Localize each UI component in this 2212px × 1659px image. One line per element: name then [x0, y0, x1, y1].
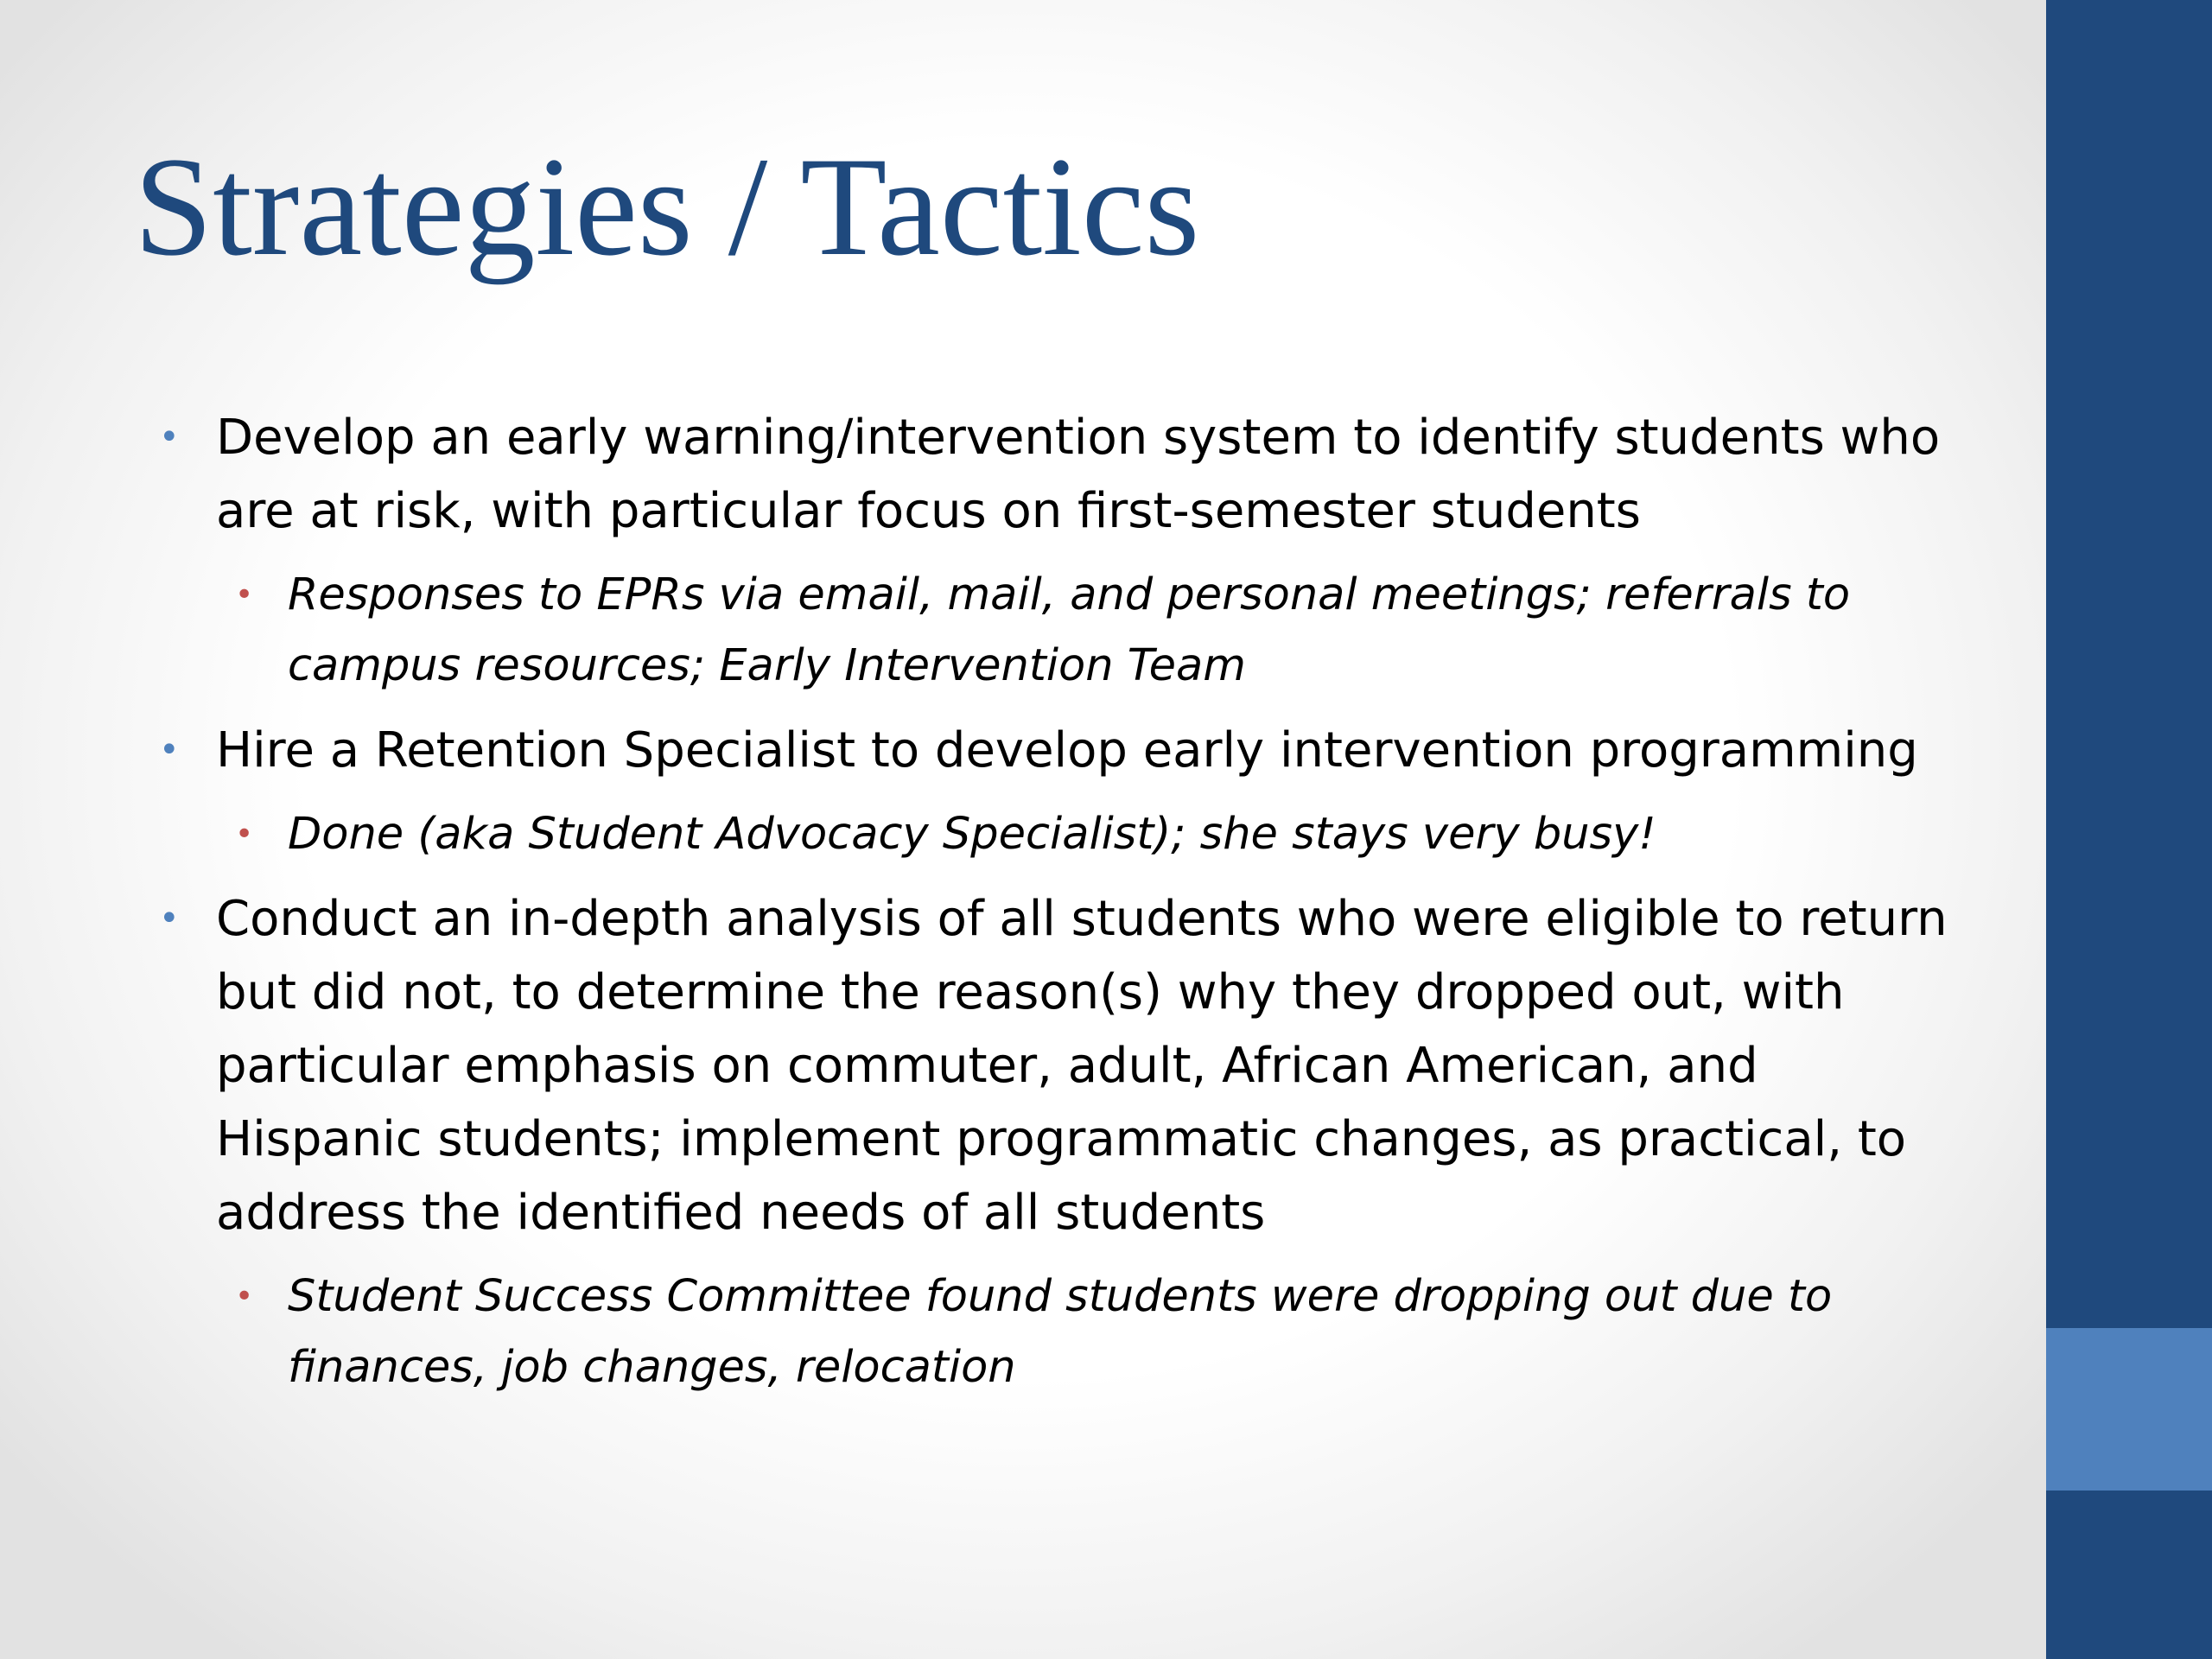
slide-title: Strategies / Tactics	[134, 129, 1200, 285]
sub-bullet-item	[156, 799, 1953, 870]
sub-bullet-icon: •	[235, 577, 254, 613]
side-bar-accent	[2046, 1328, 2212, 1491]
bullet-item	[156, 401, 1953, 548]
bullet-icon: •	[159, 417, 180, 457]
bullet-list	[156, 401, 1953, 1415]
sub-bullet-item	[156, 1262, 1953, 1403]
bullet-text: Conduct an in-depth analysis of all students who were eligible to return but did not, to determine the reason(s) why they dropped out, with particular emphasis on commuter, adult, African American, and Hispanic students; implement programmatic changes, as practical, to address the identified needs of all students	[216, 891, 1948, 1241]
bullet-item	[156, 714, 1953, 787]
sub-bullet-text: Student Success Committee found students were dropping out due to finances, job changes, relocation	[288, 1271, 1833, 1393]
bullet-text: Hire a Retention Specialist to develop early intervention programming	[216, 722, 1918, 779]
sub-bullet-text: Responses to EPRs via email, mail, and personal meetings; referrals to campus resources; Early Intervention Team	[288, 569, 1851, 691]
sub-bullet-text: Done (aka Student Advocacy Specialist); she stays very busy!	[288, 809, 1656, 860]
sub-bullet-icon: •	[235, 817, 254, 852]
sub-bullet-item	[156, 560, 1953, 702]
bullet-icon: •	[159, 899, 180, 938]
bullet-item	[156, 882, 1953, 1249]
bullet-text: Develop an early warning/intervention system to identify students who are at risk, with particular focus on first-semester students	[216, 410, 1941, 539]
bullet-icon: •	[159, 730, 180, 770]
sub-bullet-icon: •	[235, 1279, 254, 1314]
